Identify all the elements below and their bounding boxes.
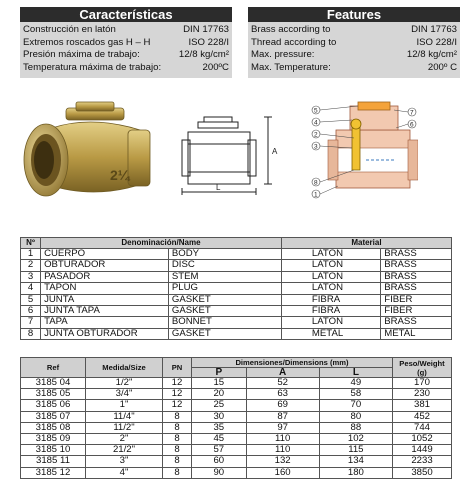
features-box-en (248, 7, 460, 78)
table-row: 6 JUNTA TAPA GASKET FIBRA FIBER (21, 306, 452, 317)
features-title-es: Características (20, 7, 232, 22)
dim-label-l: L (216, 183, 221, 192)
col-header-ref: Ref (21, 358, 86, 378)
callout-label: 5 (314, 107, 318, 115)
table-row: 2 OBTURADOR DISC LATON BRASS (21, 260, 452, 271)
feature-row: Construcción en latón DIN 17763 (23, 24, 229, 35)
table-row: 3185 08 11/2" 8 35 97 88 744 (21, 422, 452, 433)
col-header-a: A (246, 368, 319, 378)
size-marking: 2¼ (110, 167, 130, 183)
callout-label: 8 (314, 179, 318, 187)
table-row: 1 CUERPO BODY LATON BRASS (21, 249, 452, 260)
callout-label: 2 (314, 131, 318, 139)
dimension-drawing (180, 114, 290, 196)
table-row: 3185 07 11/4" 8 30 87 80 452 (21, 411, 452, 422)
col-header-l: L (319, 368, 392, 378)
feature-row: Extremos roscados gas H – H ISO 228/I (23, 36, 229, 48)
col-header-pn: PN (163, 358, 192, 378)
features-title-en: Features (248, 7, 460, 22)
table-row: 3185 12 4" 8 90 160 180 3850 (21, 467, 452, 478)
features-body-en (248, 22, 460, 78)
dims-header-row (21, 358, 452, 368)
dimensions-table (20, 357, 452, 479)
feature-row: Thread according to ISO 228/I (251, 36, 457, 48)
feature-row: Brass according to DIN 17763 (251, 24, 457, 35)
callout-label: 1 (314, 191, 318, 199)
col-header-size: Medida/Size (86, 358, 163, 378)
table-row: 5 JUNTA GASKET FIBRA FIBER (21, 294, 452, 305)
section-drawing (308, 98, 418, 218)
col-header-n: Nº (21, 238, 41, 249)
table-row: 7 TAPA BONNET LATON BRASS (21, 317, 452, 328)
table-row: 4 TAPON PLUG LATON BRASS (21, 283, 452, 294)
valve-photo (18, 100, 158, 210)
table-row: 3185 11 3" 8 60 132 134 2233 (21, 456, 452, 467)
dim-label-a: A (272, 147, 278, 156)
col-header-material: Material (281, 238, 451, 249)
feature-row: Temperatura máxima de trabajo: 200ºC (23, 61, 229, 73)
features-body-es (20, 22, 232, 78)
parts-table (20, 237, 452, 340)
col-header-name: Denominación/Name (41, 238, 282, 249)
col-header-dimensions: Dimensiones/Dimensions (mm) (192, 358, 393, 368)
table-row: 3 PASADOR STEM LATON BRASS (21, 271, 452, 282)
col-header-weight: Peso/Weight (g) (393, 358, 452, 378)
table-row: 3185 09 2" 8 45 110 102 1052 (21, 434, 452, 445)
table-row: 3185 04 1/2" 12 15 52 49 170 (21, 378, 452, 389)
callout-label: 3 (314, 143, 318, 151)
feature-row: Presión máxima de trabajo: 12/8 kg/cm² (23, 49, 229, 61)
parts-header-row (21, 238, 452, 249)
feature-row: Max. pressure: 12/8 kg/cm² (251, 49, 457, 61)
table-row: 3185 05 3/4" 12 20 63 58 230 (21, 389, 452, 400)
features-box-es (20, 7, 232, 78)
callout-label: 7 (410, 109, 414, 117)
table-row: 8 JUNTA OBTURADOR GASKET METAL METAL (21, 328, 452, 339)
table-row: 3185 10 21/2" 8 57 110 115 1449 (21, 445, 452, 456)
callout-label: 4 (314, 119, 318, 127)
col-header-p: P (192, 368, 247, 378)
feature-row: Max. Temperature: 200º C (251, 61, 457, 73)
table-row: 3185 06 1" 12 25 69 70 381 (21, 400, 452, 411)
callout-label: 6 (410, 121, 414, 129)
